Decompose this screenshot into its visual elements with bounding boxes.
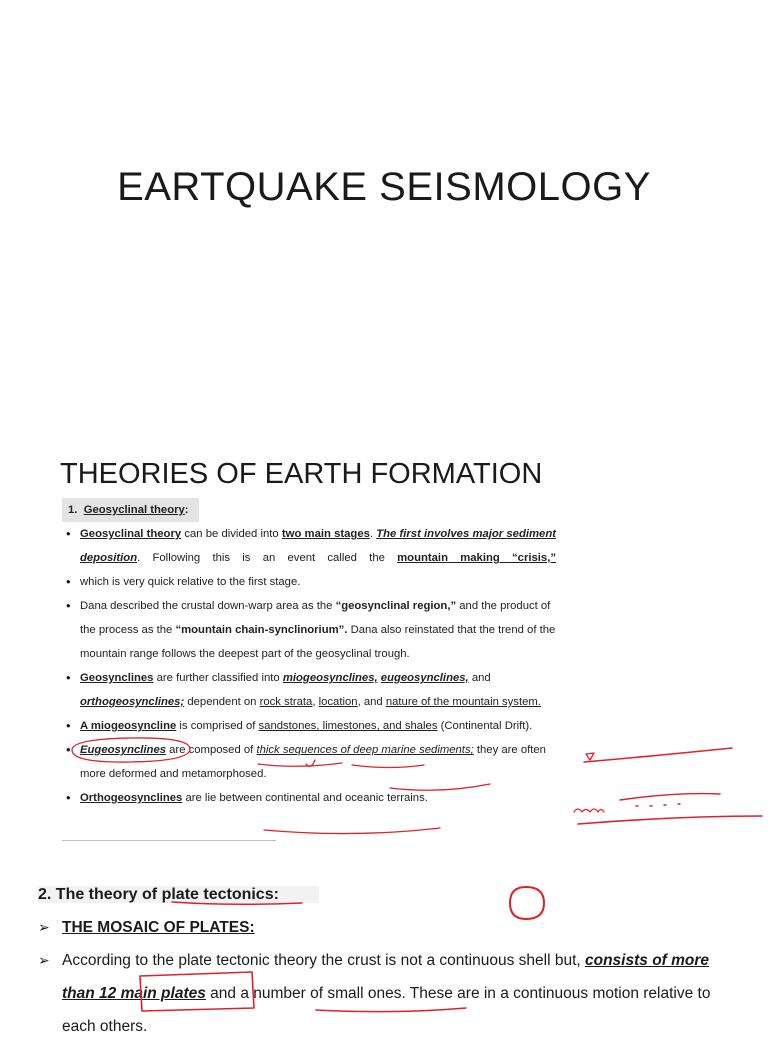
pen-mark — [586, 753, 594, 760]
pen-stroke — [578, 816, 762, 824]
geosyncline-document — [62, 498, 556, 843]
list-item: • Geosynclines are further classified into miogeosynclines, eugeosynclines, and orthogeosynclines; dependent on rock strata, location, and nature of the mountain system. — [62, 666, 556, 714]
section-title: THEORIES OF EARTH FORMATION — [60, 458, 543, 490]
doc-heading: 2. The theory of plate tectonics: — [38, 878, 718, 911]
list-item: • Geosyclinal theory can be divided into two main stages. The first involves major sediment deposition. Following this is an event called the mountain making “crisis,” — [62, 522, 556, 570]
pen-dots — [636, 804, 680, 806]
doc-heading: 1. Geosyclinal theory: — [62, 498, 556, 522]
pen-stroke — [584, 748, 732, 762]
pen-scribble — [574, 809, 604, 812]
list-item: ➢ According to the plate tectonic theory the crust is not a continuous shell but, consists of more than 12 main plates and a number of small ones. These are in a continuous motion relative to each others. — [38, 944, 718, 1024]
plate-tectonics-document — [38, 878, 718, 1035]
pen-stroke — [620, 794, 720, 800]
list-item-continued: • which is very quick relative to the first stage. — [62, 570, 556, 594]
list-item: • Eugeosynclines are composed of thick sequences of deep marine sediments; they are often more deformed and metamorphosed. — [62, 738, 556, 786]
sub-heading: ➢ THE MOSAIC OF PLATES: — [38, 911, 718, 944]
list-item: • Dana described the crustal down-warp area as the “geosynclinal region,” and the product of the process as the “mountain chain-synclinorium”. Dana also reinstated that the trend of the mountain range follows the deepest part of the geosyclinal trough. — [62, 594, 556, 666]
list-item: • Orthogeosynclines are lie between continental and oceanic terrains. — [62, 786, 556, 810]
page-title: EARTQUAKE SEISMOLOGY — [117, 165, 651, 209]
divider — [62, 840, 276, 841]
list-item: • A miogeosyncline is comprised of sandstones, limestones, and shales (Continental Drift). — [62, 714, 556, 738]
